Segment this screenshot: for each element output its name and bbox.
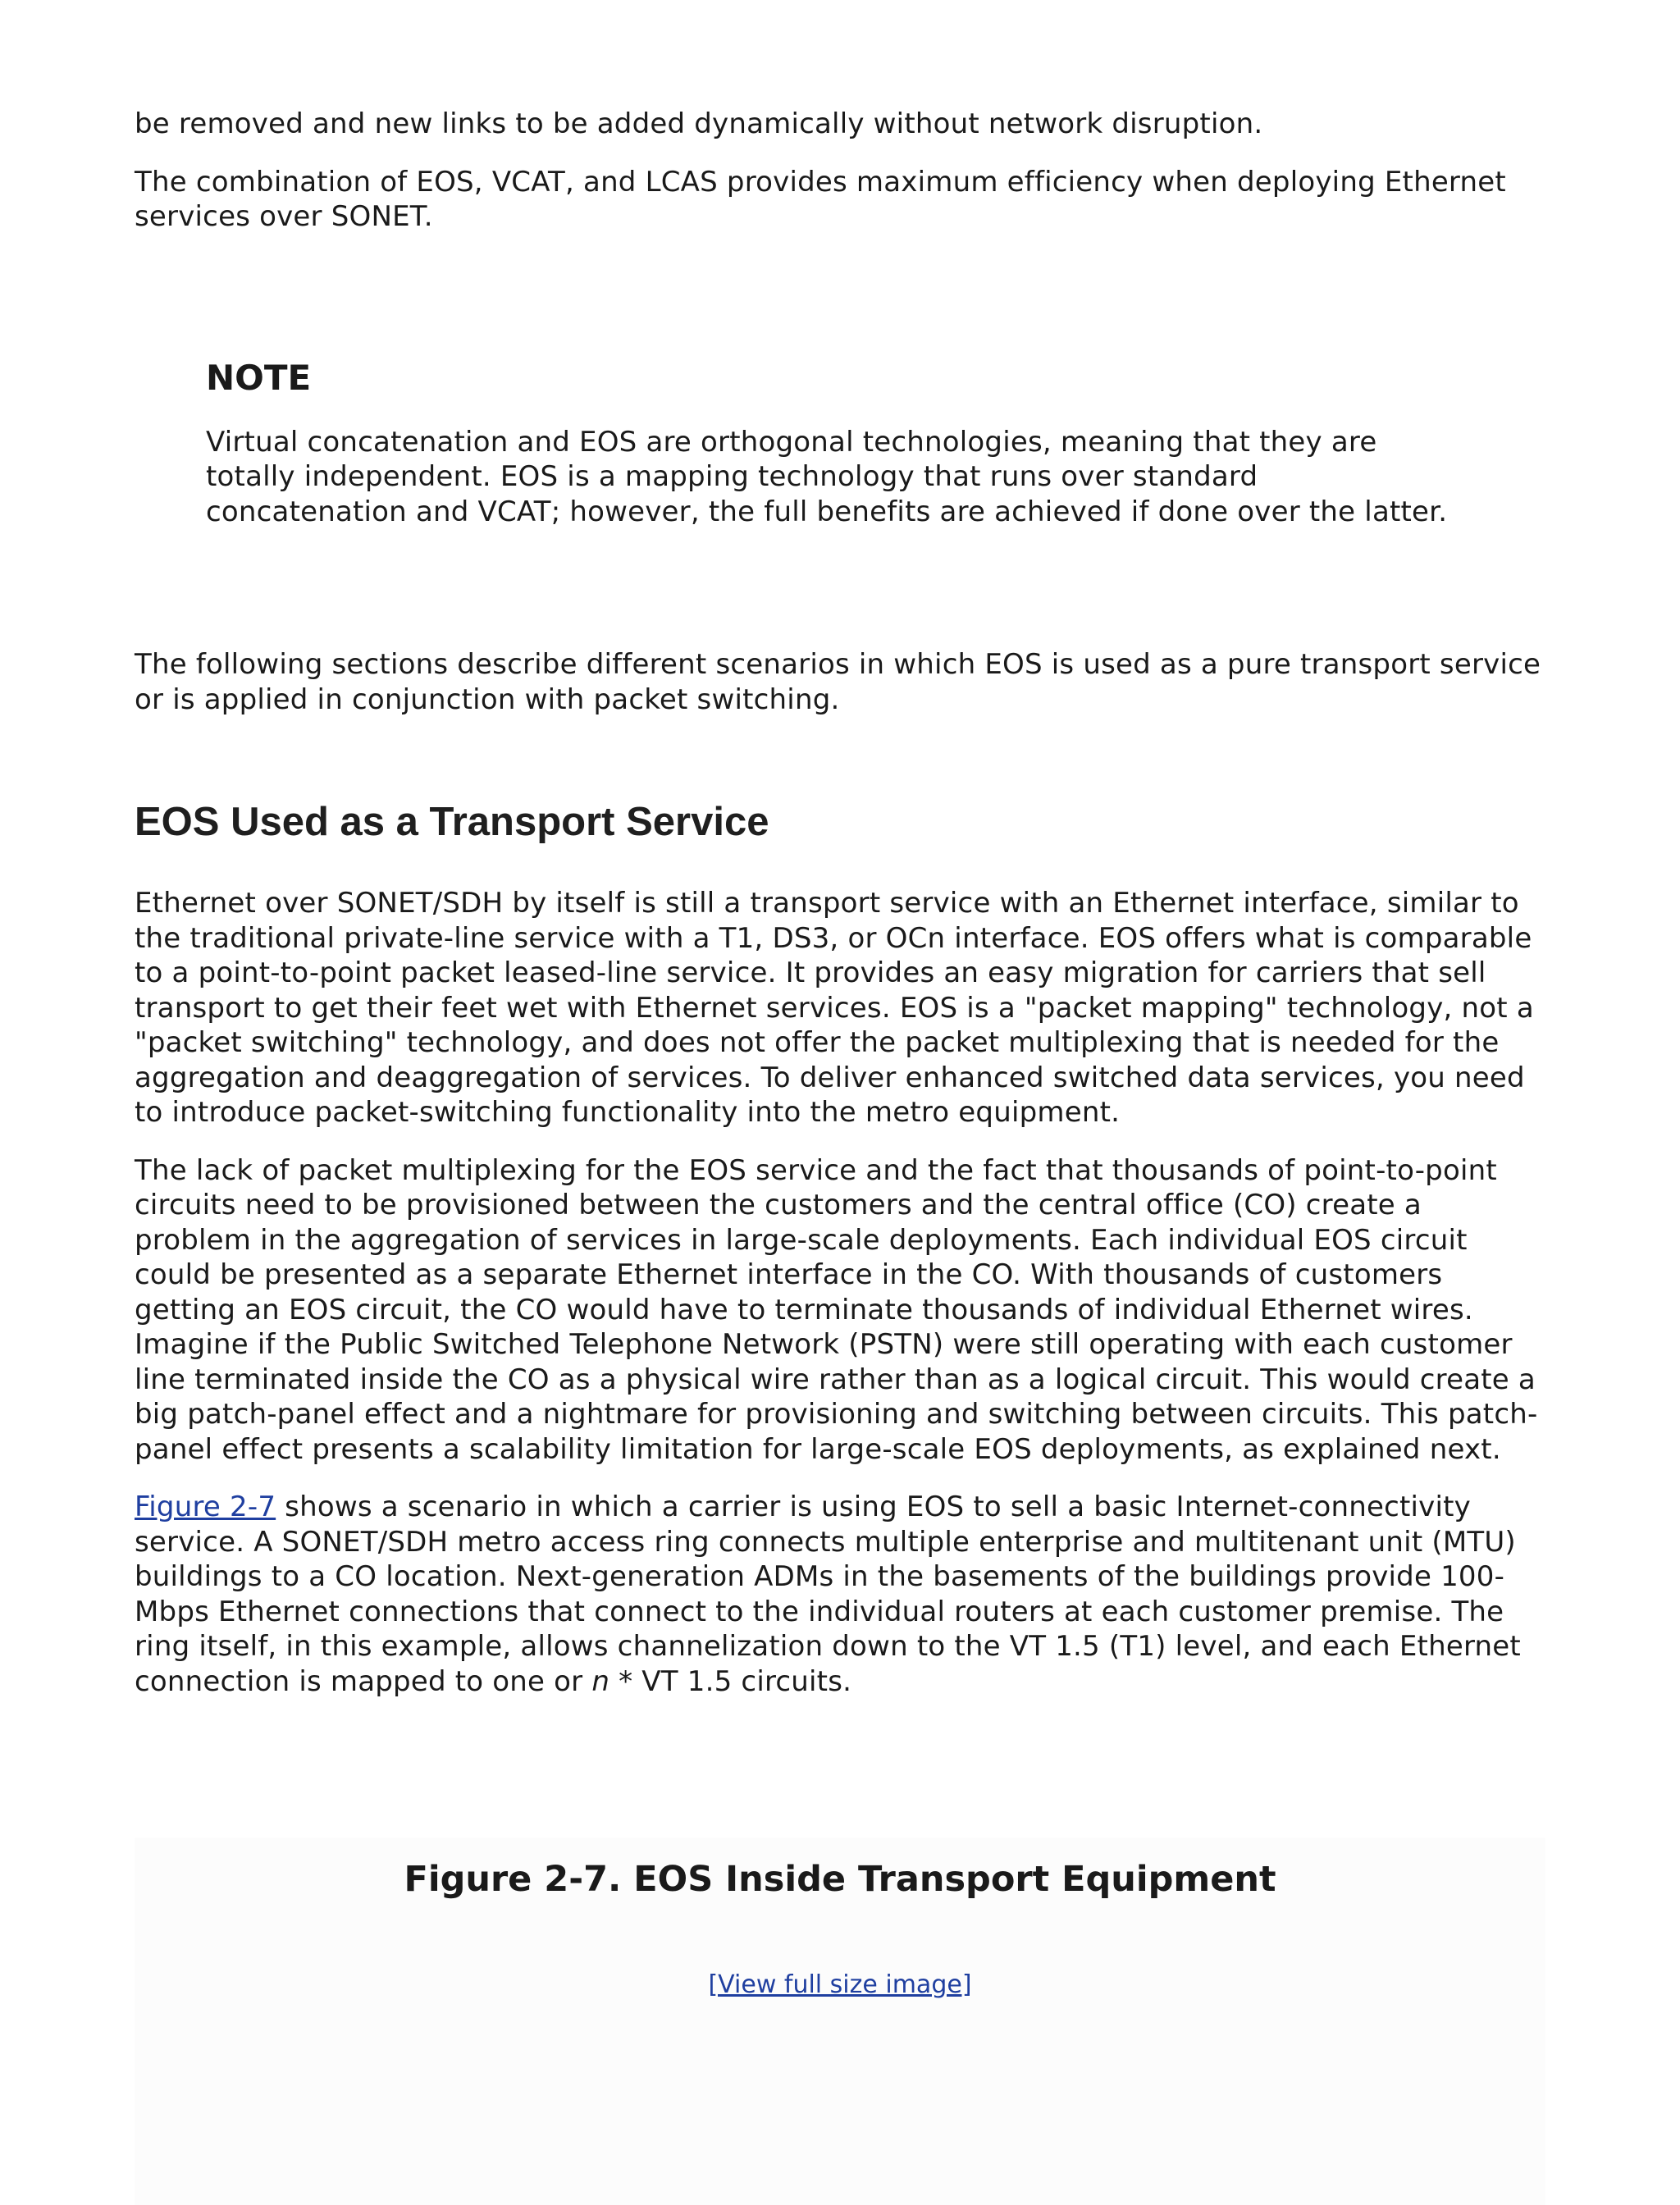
intro-paragraph-1: be removed and new links to be added dynamically without network disruption. bbox=[135, 107, 1263, 140]
note-box bbox=[206, 358, 1453, 530]
section-paragraph-3-text-a: shows a scenario in which a carrier is using EOS to sell a basic Internet-connectivity service. A SONET/SDH metro access ring connects multiple enterprise and multitenant unit (MTU) buildings to a CO location. Next-generation ADMs in the basements of the buildings provide 100-Mbps Ethernet connections that connect to the individual routers at each customer premise. The ring itself, in this example, allows channelization down to the VT 1.5 (T1) level, and each Ethernet connection is mapped to one or bbox=[135, 1491, 1521, 1698]
figure-title: Figure 2-7. EOS Inside Transport Equipment bbox=[404, 1859, 1276, 1900]
view-full-size-link[interactable]: [View full size image] bbox=[708, 1970, 972, 1999]
section-paragraph-3-text-b: * VT 1.5 circuits. bbox=[609, 1664, 852, 1698]
section-heading: EOS Used as a Transport Service bbox=[135, 800, 769, 844]
section-paragraph-2: The lack of packet multiplexing for the EOS service and the fact that thousands of point-to-point circuits need to be provisioned between the customers and the central office (CO) create a problem in the aggregation of services in large-scale deployments. Each individual EOS circuit could be presented as a separate Ethernet interface in the CO. With thousands of customers getting an EOS circuit, the CO would have to terminate thousands of individual Ethernet wires. Imagine if the Public Switched Telephone Network (PSTN) were still operating with each customer line terminated inside the CO as a physical wire rather than as a logical circuit. This would create a big patch-panel effect and a nightmare for provisioning and switching between circuits. This patch-panel effect presents a scalability limitation for large-scale EOS deployments, as explained next. bbox=[135, 1153, 1538, 1466]
following-paragraph: The following sections describe different scenarios in which EOS is used as a pure transport service or is applied in conjunction with packet switching. bbox=[135, 648, 1541, 716]
section-paragraph-3 bbox=[135, 1490, 1545, 1699]
figure-2-7-link[interactable]: Figure 2-7 bbox=[135, 1491, 276, 1523]
document-body bbox=[135, 107, 1545, 1699]
note-text: Virtual concatenation and EOS are orthogonal technologies, meaning that they are totally independent. EOS is a mapping technology that runs over standard concatenation and VCAT; however, the full benefits are achieved if done over the latter. bbox=[206, 425, 1448, 528]
view-full-size-container bbox=[0, 1969, 1680, 2002]
intro-paragraph-2: The combination of EOS, VCAT, and LCAS provides maximum efficiency when deploying Ethernet services over SONET. bbox=[135, 165, 1506, 233]
note-title: NOTE bbox=[206, 357, 312, 398]
section-paragraph-3-italic: n bbox=[591, 1664, 610, 1698]
section-paragraph-1: Ethernet over SONET/SDH by itself is still a transport service with an Ethernet interface, similar to the traditional private-line service with a T1, DS3, or OCn interface. EOS offers what is comparable to a point-to-point packet leased-line service. It provides an easy migration for carriers that sell transport to get their feet wet with Ethernet services. EOS is a "packet mapping" technology, not a "packet switching" technology, and does not offer the packet multiplexing that is needed for the aggregation and deaggregation of services. To deliver enhanced switched data services, you need to introduce packet-switching functionality into the metro equipment. bbox=[135, 887, 1534, 1129]
